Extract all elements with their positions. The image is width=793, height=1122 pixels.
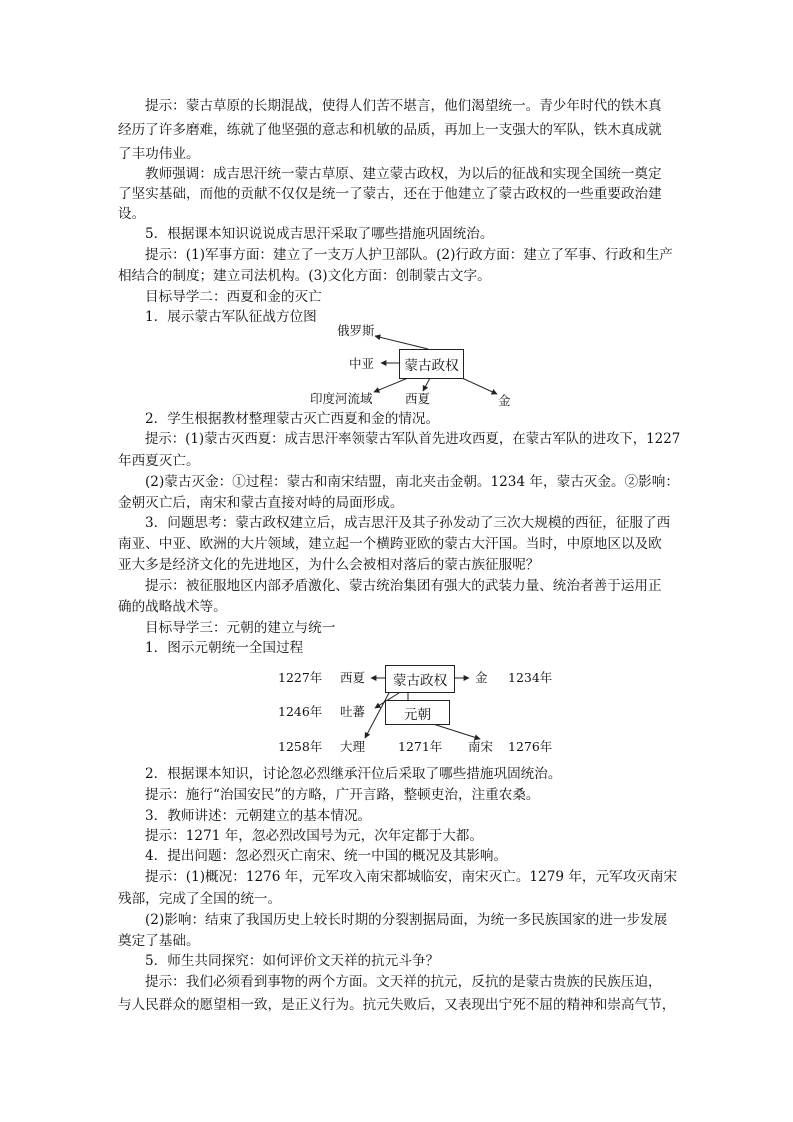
text-line: 确的战略战术等。 xyxy=(118,599,227,615)
text-line: 教师强调：成吉思汗统一蒙古草原、建立蒙古政权，为以后的征战和实现全国统一奠定 xyxy=(145,166,662,182)
label-dali: 大理 xyxy=(340,739,366,754)
text-line: 提示：(1)军事方面：建立了一支万人护卫部队。(2)行政方面：建立了军事、行政和生产 xyxy=(145,247,673,263)
year-1234: 1234年 xyxy=(508,670,553,685)
label-western-xia: 西夏 xyxy=(405,391,431,406)
label-indus-valley: 印度河流域 xyxy=(310,391,373,406)
section-heading: 目标导学二：西夏和金的灭亡 xyxy=(145,289,322,305)
text-line: 相结合的制度；建立司法机构。(3)文化方面：创制蒙古文字。 xyxy=(118,268,491,284)
text-line: 南亚、中亚、欧洲的大片领域，建立起一个横跨亚欧的蒙古大汗国。当时，中原地区以及欧 xyxy=(118,536,662,552)
text-line: 提示：(1)概况：1276 年，元军攻入南宋都城临安，南宋灭亡。1279 年，元军攻灭南宋 xyxy=(145,869,678,885)
text-line: 金朝灭亡后，南宋和蒙古直接对峙的局面形成。 xyxy=(118,495,404,511)
text-line: 提示：(1)蒙古灭西夏：成吉思汗率领蒙古军队首先进攻西夏，在蒙古军队的进攻下，1227 xyxy=(145,431,681,447)
text-line: 经历了许多磨难，练就了他坚强的意志和机敏的品质，再加上一支强大的军队，铁木真成就 xyxy=(118,122,662,138)
text-line: 提示：蒙古草原的长期混战，使得人们苦不堪言，他们渴望统一。青少年时代的铁木真 xyxy=(145,98,662,114)
label-nansong: 南宋 xyxy=(468,739,494,754)
text-line: 残部，完成了全国的统一。 xyxy=(118,891,282,907)
text-line: 与人民群众的愿望相一致，是正义行为。抗元失败后，又表现出宁死不屈的精神和崇高气节， xyxy=(118,997,676,1013)
box-mongol-regime: 蒙古政权 xyxy=(399,349,464,379)
text-line: 了坚实基础，而他的贡献不仅仅是统一了蒙古，还在于他建立了蒙古政权的一些重要政治建 xyxy=(118,186,662,202)
arrow-to-nansong xyxy=(430,723,480,739)
box-yuan-dynasty: 元朝 xyxy=(385,700,450,725)
text-line: (2)影响：结束了我国历史上较长时期的分裂割据局面，为统一多民族国家的进一步发展 xyxy=(145,912,668,928)
text-line: 设。 xyxy=(118,206,146,222)
text-line: (2)蒙古灭金：①过程：蒙古和南宋结盟，南北夹击金朝。1234 年，蒙古灭金。②影响： xyxy=(145,474,679,490)
text-line: 5．师生共同探究：如何评价文天祥的抗元斗争？ xyxy=(145,953,440,969)
text-line: 了丰功伟业。 xyxy=(118,146,200,162)
text-line: 提示：1271 年，忽必烈改国号为元，次年定都于大都。 xyxy=(145,828,483,844)
text-line: 提示：我们必须看到事物的两个方面。文天祥的抗元，反抗的是蒙古贵族的民族压迫， xyxy=(145,974,662,990)
text-line: 年西夏灭亡。 xyxy=(118,453,200,469)
box-mongol-regime-2: 蒙古政权 xyxy=(385,665,455,693)
section-heading: 目标导学三：元朝的建立与统一 xyxy=(145,620,336,636)
text-line: 1．展示蒙古军队征战方位图 xyxy=(145,309,317,325)
text-line: 亚大多是经济文化的先进地区，为什么会被相对落后的蒙古族征服呢？ xyxy=(118,557,540,573)
text-line: 5．根据课本知识说说成吉思汗采取了哪些措施巩固统治。 xyxy=(145,226,494,242)
text-line: 1．图示元朝统一全国过程 xyxy=(145,640,304,656)
text-line: 4．提出问题：忽必烈灭亡南宋、统一中国的概况及其影响。 xyxy=(145,848,508,864)
label-russia: 俄罗斯 xyxy=(337,323,375,338)
text-line: 3．教师讲述：元朝建立的基本情况。 xyxy=(145,808,372,824)
label-xixia: 西夏 xyxy=(340,670,366,685)
text-line: 2．根据课本知识，讨论忽必烈继承汗位后采取了哪些措施巩固统治。 xyxy=(145,766,562,782)
text-line: 提示：施行“治国安民”的方略，广开言路，整顿吏治，注重农桑。 xyxy=(145,787,540,803)
year-1246: 1246年 xyxy=(278,704,323,719)
label-jin-2: 金 xyxy=(475,670,488,685)
text-line: 3．问题思考：蒙古政权建立后，成吉思汗及其子孙发动了三次大规模的西征，征服了西 xyxy=(145,515,671,531)
text-line: 提示：被征服地区内部矛盾激化、蒙古统治集团有强大的武装力量、统治者善于运用正 xyxy=(145,578,662,594)
label-jin: 金 xyxy=(498,393,511,408)
year-1271: 1271年 xyxy=(398,739,443,754)
year-1276: 1276年 xyxy=(508,739,553,754)
text-line: 奠定了基础。 xyxy=(118,933,200,949)
year-1227: 1227年 xyxy=(278,670,323,685)
label-central-asia: 中亚 xyxy=(349,356,375,371)
label-tubo: 吐蕃 xyxy=(340,704,366,719)
text-line: 2．学生根据教材整理蒙古灭亡西夏和金的情况。 xyxy=(145,411,440,427)
year-1258: 1258年 xyxy=(278,739,323,754)
